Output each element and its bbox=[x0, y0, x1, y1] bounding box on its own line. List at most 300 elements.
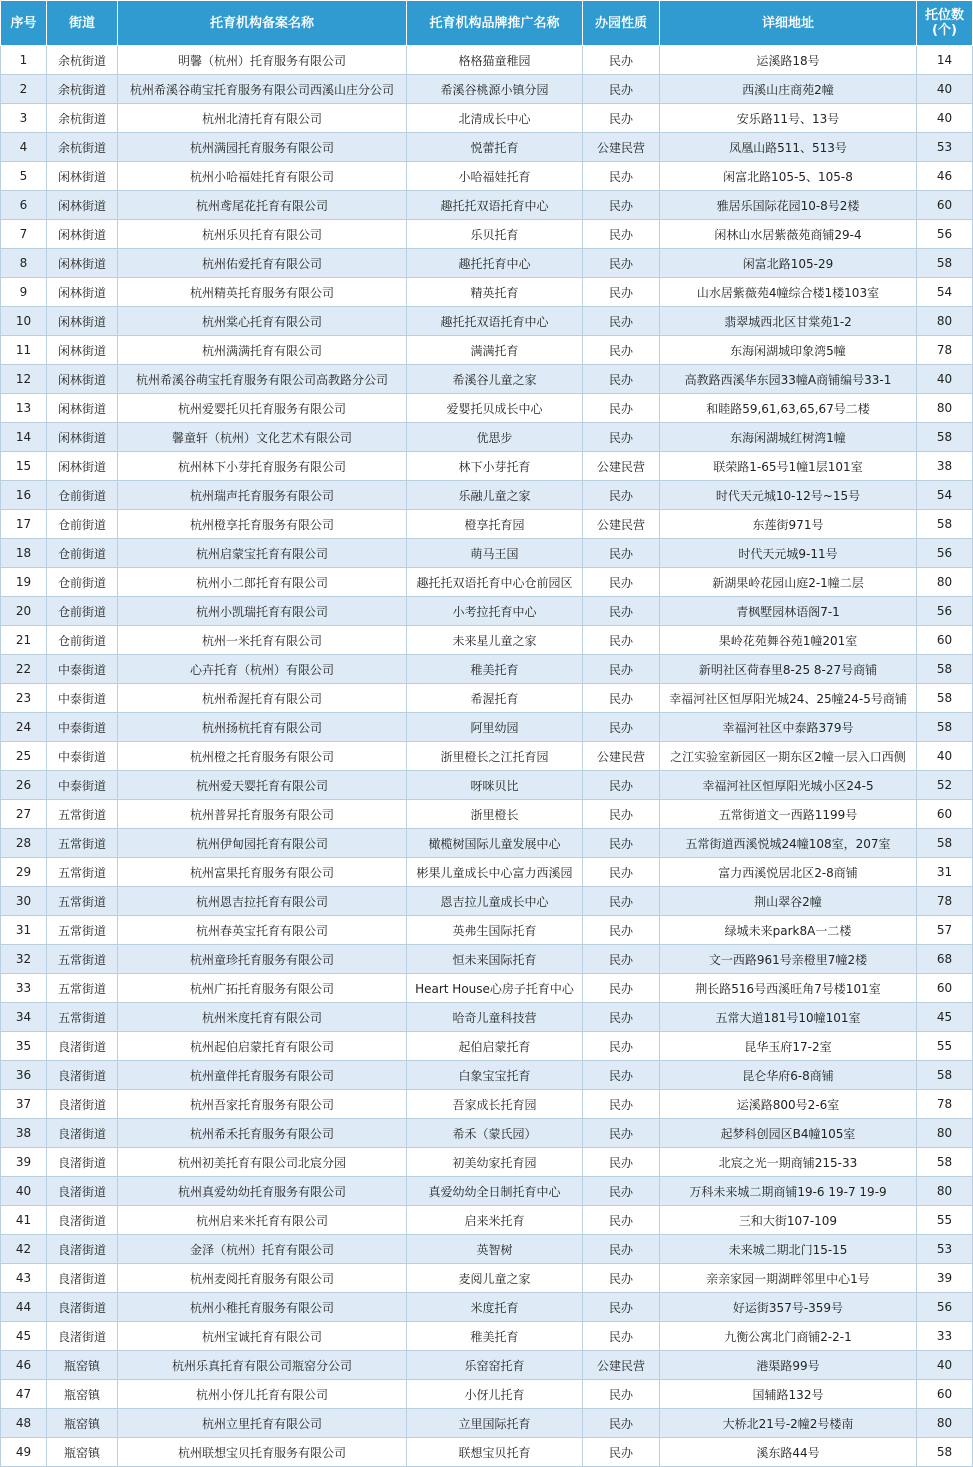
table-row bbox=[1, 713, 973, 742]
cell-address: 未来城二期北门15-15 bbox=[660, 1235, 917, 1264]
table-row bbox=[1, 597, 973, 626]
table-row bbox=[1, 104, 973, 133]
cell-ownership-type: 民办 bbox=[583, 481, 660, 510]
cell-registered-name: 杭州小凯瑞托育有限公司 bbox=[118, 597, 407, 626]
cell-brand-name: 乐融儿童之家 bbox=[407, 481, 583, 510]
table-row bbox=[1, 1264, 973, 1293]
cell-ownership-type: 民办 bbox=[583, 1322, 660, 1351]
table-row bbox=[1, 655, 973, 684]
cell-capacity: 38 bbox=[917, 452, 973, 481]
table-row bbox=[1, 278, 973, 307]
cell-ownership-type: 民办 bbox=[583, 945, 660, 974]
cell-index: 8 bbox=[1, 249, 47, 278]
table-row bbox=[1, 742, 973, 771]
cell-capacity: 33 bbox=[917, 1322, 973, 1351]
cell-registered-name: 杭州初美托育有限公司北宸分园 bbox=[118, 1148, 407, 1177]
cell-street: 中泰街道 bbox=[47, 713, 118, 742]
cell-address: 和睦路59,61,63,65,67号二楼 bbox=[660, 394, 917, 423]
cell-street: 中泰街道 bbox=[47, 655, 118, 684]
cell-address: 富力西溪悦居北区2-8商铺 bbox=[660, 858, 917, 887]
cell-capacity: 60 bbox=[917, 1380, 973, 1409]
cell-street: 良渚街道 bbox=[47, 1061, 118, 1090]
cell-capacity: 40 bbox=[917, 104, 973, 133]
cell-index: 38 bbox=[1, 1119, 47, 1148]
cell-ownership-type: 民办 bbox=[583, 771, 660, 800]
cell-index: 20 bbox=[1, 597, 47, 626]
cell-capacity: 58 bbox=[917, 510, 973, 539]
table-row bbox=[1, 1438, 973, 1467]
cell-street: 闲林街道 bbox=[47, 394, 118, 423]
cell-index: 37 bbox=[1, 1090, 47, 1119]
cell-brand-name: 立里国际托育 bbox=[407, 1409, 583, 1438]
cell-brand-name: 呀咪贝比 bbox=[407, 771, 583, 800]
cell-ownership-type: 民办 bbox=[583, 249, 660, 278]
table-row bbox=[1, 336, 973, 365]
cell-ownership-type: 民办 bbox=[583, 916, 660, 945]
cell-capacity: 14 bbox=[917, 46, 973, 75]
cell-registered-name: 杭州宝诚托育有限公司 bbox=[118, 1322, 407, 1351]
cell-index: 39 bbox=[1, 1148, 47, 1177]
cell-ownership-type: 公建民营 bbox=[583, 452, 660, 481]
table-row bbox=[1, 162, 973, 191]
cell-street: 闲林街道 bbox=[47, 220, 118, 249]
cell-ownership-type: 民办 bbox=[583, 46, 660, 75]
cell-address: 青枫墅园林语阁7-1 bbox=[660, 597, 917, 626]
table-row bbox=[1, 916, 973, 945]
cell-registered-name: 杭州春英宝托育有限公司 bbox=[118, 916, 407, 945]
table-row bbox=[1, 423, 973, 452]
cell-address: 东莲街971号 bbox=[660, 510, 917, 539]
cell-index: 15 bbox=[1, 452, 47, 481]
cell-street: 良渚街道 bbox=[47, 1264, 118, 1293]
table-row bbox=[1, 365, 973, 394]
cell-street: 闲林街道 bbox=[47, 423, 118, 452]
cell-registered-name: 杭州广拓托育服务有限公司 bbox=[118, 974, 407, 1003]
cell-registered-name: 杭州一米托育有限公司 bbox=[118, 626, 407, 655]
cell-address: 亲亲家园一期湖畔邻里中心1号 bbox=[660, 1264, 917, 1293]
cell-registered-name: 杭州精英托育服务有限公司 bbox=[118, 278, 407, 307]
table-row bbox=[1, 1380, 973, 1409]
cell-brand-name: 小哈福娃托育 bbox=[407, 162, 583, 191]
cell-address: 九衡公寓北门商铺2-2-1 bbox=[660, 1322, 917, 1351]
table-row bbox=[1, 1177, 973, 1206]
table-row bbox=[1, 1061, 973, 1090]
cell-address: 五常街道文一西路1199号 bbox=[660, 800, 917, 829]
cell-street: 良渚街道 bbox=[47, 1032, 118, 1061]
table-row bbox=[1, 249, 973, 278]
cell-registered-name: 杭州小伢儿托育有限公司 bbox=[118, 1380, 407, 1409]
cell-index: 3 bbox=[1, 104, 47, 133]
header-registered-name: 托育机构备案名称 bbox=[118, 1, 407, 46]
cell-address: 运溪路800号2-6室 bbox=[660, 1090, 917, 1119]
cell-capacity: 58 bbox=[917, 684, 973, 713]
cell-address: 荆山翠谷2幢 bbox=[660, 887, 917, 916]
cell-brand-name: Heart House心房子托育中心 bbox=[407, 974, 583, 1003]
cell-address: 文一西路961号亲橙里7幢2楼 bbox=[660, 945, 917, 974]
cell-address: 凤凰山路511、513号 bbox=[660, 133, 917, 162]
cell-address: 运溪路18号 bbox=[660, 46, 917, 75]
cell-street: 五常街道 bbox=[47, 829, 118, 858]
table-row bbox=[1, 945, 973, 974]
cell-street: 闲林街道 bbox=[47, 249, 118, 278]
cell-registered-name: 杭州伊甸园托育有限公司 bbox=[118, 829, 407, 858]
cell-index: 6 bbox=[1, 191, 47, 220]
cell-address: 港渠路99号 bbox=[660, 1351, 917, 1380]
cell-ownership-type: 民办 bbox=[583, 1264, 660, 1293]
cell-capacity: 60 bbox=[917, 800, 973, 829]
cell-index: 30 bbox=[1, 887, 47, 916]
cell-capacity: 56 bbox=[917, 539, 973, 568]
cell-brand-name: 麦阅儿童之家 bbox=[407, 1264, 583, 1293]
table-row bbox=[1, 887, 973, 916]
table-row bbox=[1, 1409, 973, 1438]
table-row bbox=[1, 510, 973, 539]
cell-capacity: 78 bbox=[917, 887, 973, 916]
cell-street: 闲林街道 bbox=[47, 365, 118, 394]
cell-index: 7 bbox=[1, 220, 47, 249]
cell-brand-name: 稚美托育 bbox=[407, 655, 583, 684]
cell-registered-name: 杭州小二郎托育有限公司 bbox=[118, 568, 407, 597]
cell-index: 27 bbox=[1, 800, 47, 829]
cell-capacity: 60 bbox=[917, 974, 973, 1003]
cell-address: 新明社区荷春里8-25 8-27号商铺 bbox=[660, 655, 917, 684]
cell-registered-name: 杭州林下小芽托育服务有限公司 bbox=[118, 452, 407, 481]
cell-capacity: 68 bbox=[917, 945, 973, 974]
cell-index: 17 bbox=[1, 510, 47, 539]
cell-index: 9 bbox=[1, 278, 47, 307]
cell-brand-name: 恒未来国际托育 bbox=[407, 945, 583, 974]
header-address: 详细地址 bbox=[660, 1, 917, 46]
cell-address: 万科未来城二期商铺19-6 19-7 19-9 bbox=[660, 1177, 917, 1206]
cell-ownership-type: 民办 bbox=[583, 1003, 660, 1032]
cell-address: 昆仑华府6-8商铺 bbox=[660, 1061, 917, 1090]
cell-index: 10 bbox=[1, 307, 47, 336]
cell-brand-name: 英弗生国际托育 bbox=[407, 916, 583, 945]
table-row bbox=[1, 974, 973, 1003]
table-row bbox=[1, 394, 973, 423]
cell-brand-name: 吾家成长托育园 bbox=[407, 1090, 583, 1119]
cell-ownership-type: 民办 bbox=[583, 974, 660, 1003]
cell-address: 三和大街107-109 bbox=[660, 1206, 917, 1235]
table-row bbox=[1, 481, 973, 510]
cell-ownership-type: 民办 bbox=[583, 1177, 660, 1206]
cell-address: 溪东路44号 bbox=[660, 1438, 917, 1467]
cell-brand-name: 希渥托育 bbox=[407, 684, 583, 713]
table-row bbox=[1, 1293, 973, 1322]
cell-brand-name: 乐贝托育 bbox=[407, 220, 583, 249]
cell-brand-name: 趣托托育中心 bbox=[407, 249, 583, 278]
cell-brand-name: 未来星儿童之家 bbox=[407, 626, 583, 655]
cell-index: 23 bbox=[1, 684, 47, 713]
cell-index: 11 bbox=[1, 336, 47, 365]
cell-address: 新湖果岭花园山庭2-1幢二层 bbox=[660, 568, 917, 597]
cell-address: 绿城未来park8A一二楼 bbox=[660, 916, 917, 945]
cell-index: 13 bbox=[1, 394, 47, 423]
cell-address: 闲林山水居紫薇苑商铺29-4 bbox=[660, 220, 917, 249]
cell-index: 44 bbox=[1, 1293, 47, 1322]
table-row bbox=[1, 1119, 973, 1148]
cell-address: 闲富北路105-29 bbox=[660, 249, 917, 278]
cell-street: 仓前街道 bbox=[47, 597, 118, 626]
cell-ownership-type: 民办 bbox=[583, 1090, 660, 1119]
cell-ownership-type: 民办 bbox=[583, 713, 660, 742]
cell-ownership-type: 公建民营 bbox=[583, 1351, 660, 1380]
cell-address: 大桥北21号-2幢2号楼南 bbox=[660, 1409, 917, 1438]
cell-ownership-type: 民办 bbox=[583, 1380, 660, 1409]
cell-registered-name: 杭州爱婴托贝托育服务有限公司 bbox=[118, 394, 407, 423]
cell-brand-name: 恩吉拉儿童成长中心 bbox=[407, 887, 583, 916]
cell-ownership-type: 民办 bbox=[583, 1148, 660, 1177]
cell-address: 五常大道181号10幢101室 bbox=[660, 1003, 917, 1032]
cell-street: 闲林街道 bbox=[47, 452, 118, 481]
cell-registered-name: 杭州起伯启蒙托育有限公司 bbox=[118, 1032, 407, 1061]
cell-ownership-type: 民办 bbox=[583, 1293, 660, 1322]
cell-capacity: 58 bbox=[917, 829, 973, 858]
cell-street: 良渚街道 bbox=[47, 1090, 118, 1119]
cell-ownership-type: 民办 bbox=[583, 568, 660, 597]
cell-brand-name: 萌马王国 bbox=[407, 539, 583, 568]
cell-registered-name: 杭州普昇托育服务有限公司 bbox=[118, 800, 407, 829]
cell-address: 山水居紫薇苑4幢综合楼1楼103室 bbox=[660, 278, 917, 307]
cell-brand-name: 希溪谷儿童之家 bbox=[407, 365, 583, 394]
cell-address: 安乐路11号、13号 bbox=[660, 104, 917, 133]
cell-registered-name: 杭州恩吉拉托育有限公司 bbox=[118, 887, 407, 916]
cell-street: 闲林街道 bbox=[47, 278, 118, 307]
table-row bbox=[1, 75, 973, 104]
cell-brand-name: 橙享托育园 bbox=[407, 510, 583, 539]
cell-ownership-type: 民办 bbox=[583, 626, 660, 655]
cell-registered-name: 杭州启蒙宝托育有限公司 bbox=[118, 539, 407, 568]
cell-registered-name: 心卉托育（杭州）有限公司 bbox=[118, 655, 407, 684]
cell-address: 闲富北路105-5、105-8 bbox=[660, 162, 917, 191]
cell-capacity: 40 bbox=[917, 742, 973, 771]
cell-capacity: 80 bbox=[917, 394, 973, 423]
cell-brand-name: 精英托育 bbox=[407, 278, 583, 307]
cell-ownership-type: 民办 bbox=[583, 365, 660, 394]
cell-index: 31 bbox=[1, 916, 47, 945]
table-row bbox=[1, 568, 973, 597]
cell-brand-name: 趣托托双语托育中心 bbox=[407, 307, 583, 336]
cell-address: 五常街道西溪悦城24幢108室，207室 bbox=[660, 829, 917, 858]
cell-street: 仓前街道 bbox=[47, 568, 118, 597]
cell-index: 14 bbox=[1, 423, 47, 452]
cell-address: 西溪山庄商苑2幢 bbox=[660, 75, 917, 104]
cell-street: 闲林街道 bbox=[47, 191, 118, 220]
cell-street: 余杭街道 bbox=[47, 75, 118, 104]
cell-ownership-type: 民办 bbox=[583, 1032, 660, 1061]
cell-street: 良渚街道 bbox=[47, 1206, 118, 1235]
cell-capacity: 58 bbox=[917, 1148, 973, 1177]
cell-ownership-type: 公建民营 bbox=[583, 742, 660, 771]
cell-address: 时代天元城9-11号 bbox=[660, 539, 917, 568]
table-row bbox=[1, 452, 973, 481]
cell-index: 19 bbox=[1, 568, 47, 597]
cell-index: 32 bbox=[1, 945, 47, 974]
cell-registered-name: 杭州扬杭托育有限公司 bbox=[118, 713, 407, 742]
cell-capacity: 55 bbox=[917, 1032, 973, 1061]
cell-ownership-type: 民办 bbox=[583, 800, 660, 829]
header-street: 街道 bbox=[47, 1, 118, 46]
cell-brand-name: 哈奇儿童科技营 bbox=[407, 1003, 583, 1032]
cell-ownership-type: 民办 bbox=[583, 539, 660, 568]
cell-street: 良渚街道 bbox=[47, 1322, 118, 1351]
cell-street: 余杭街道 bbox=[47, 133, 118, 162]
cell-street: 闲林街道 bbox=[47, 307, 118, 336]
cell-brand-name: 林下小芽托育 bbox=[407, 452, 583, 481]
cell-brand-name: 希禾（蒙氏园） bbox=[407, 1119, 583, 1148]
cell-registered-name: 杭州米度托育有限公司 bbox=[118, 1003, 407, 1032]
cell-street: 仓前街道 bbox=[47, 539, 118, 568]
cell-index: 36 bbox=[1, 1061, 47, 1090]
cell-ownership-type: 民办 bbox=[583, 1409, 660, 1438]
cell-capacity: 78 bbox=[917, 1090, 973, 1119]
cell-street: 五常街道 bbox=[47, 858, 118, 887]
table-row bbox=[1, 858, 973, 887]
cell-registered-name: 杭州北清托育有限公司 bbox=[118, 104, 407, 133]
cell-brand-name: 格格猫童稚园 bbox=[407, 46, 583, 75]
cell-ownership-type: 民办 bbox=[583, 220, 660, 249]
cell-registered-name: 杭州童伴托育服务有限公司 bbox=[118, 1061, 407, 1090]
cell-capacity: 40 bbox=[917, 365, 973, 394]
table-row bbox=[1, 1351, 973, 1380]
cell-registered-name: 杭州麦阅托育服务有限公司 bbox=[118, 1264, 407, 1293]
table-row bbox=[1, 1032, 973, 1061]
cell-ownership-type: 民办 bbox=[583, 394, 660, 423]
cell-capacity: 53 bbox=[917, 1235, 973, 1264]
table-row bbox=[1, 133, 973, 162]
cell-capacity: 46 bbox=[917, 162, 973, 191]
cell-registered-name: 杭州瑞声托育服务有限公司 bbox=[118, 481, 407, 510]
cell-address: 东海闲湖城红树湾1幢 bbox=[660, 423, 917, 452]
cell-ownership-type: 民办 bbox=[583, 1438, 660, 1467]
cell-street: 良渚街道 bbox=[47, 1177, 118, 1206]
cell-index: 48 bbox=[1, 1409, 47, 1438]
cell-street: 良渚街道 bbox=[47, 1293, 118, 1322]
cell-street: 五常街道 bbox=[47, 974, 118, 1003]
header-index: 序号 bbox=[1, 1, 47, 46]
cell-index: 41 bbox=[1, 1206, 47, 1235]
cell-index: 45 bbox=[1, 1322, 47, 1351]
cell-capacity: 80 bbox=[917, 1119, 973, 1148]
cell-street: 良渚街道 bbox=[47, 1148, 118, 1177]
cell-address: 幸福河社区恒厚阳光城小区24-5 bbox=[660, 771, 917, 800]
cell-brand-name: 浙里橙长 bbox=[407, 800, 583, 829]
cell-street: 仓前街道 bbox=[47, 481, 118, 510]
cell-registered-name: 杭州满园托育服务有限公司 bbox=[118, 133, 407, 162]
cell-ownership-type: 民办 bbox=[583, 887, 660, 916]
cell-index: 16 bbox=[1, 481, 47, 510]
cell-capacity: 56 bbox=[917, 220, 973, 249]
cell-registered-name: 明馨（杭州）托育服务有限公司 bbox=[118, 46, 407, 75]
table-row bbox=[1, 307, 973, 336]
cell-registered-name: 杭州小哈福娃托育有限公司 bbox=[118, 162, 407, 191]
cell-brand-name: 真爱幼幼全日制托育中心 bbox=[407, 1177, 583, 1206]
cell-index: 40 bbox=[1, 1177, 47, 1206]
cell-brand-name: 彬果儿童成长中心富力西溪园 bbox=[407, 858, 583, 887]
header-capacity: 托位数 (个) bbox=[917, 1, 973, 46]
cell-registered-name: 杭州希溪谷萌宝托育服务有限公司西溪山庄分公司 bbox=[118, 75, 407, 104]
cell-address: 起梦科创园区B4幢105室 bbox=[660, 1119, 917, 1148]
cell-registered-name: 杭州鸢尾花托育有限公司 bbox=[118, 191, 407, 220]
cell-registered-name: 杭州棠心托育有限公司 bbox=[118, 307, 407, 336]
cell-registered-name: 杭州希溪谷萌宝托育服务有限公司高教路分公司 bbox=[118, 365, 407, 394]
table-row bbox=[1, 1235, 973, 1264]
cell-address: 高教路西溪华东园33幢A商铺编号33-1 bbox=[660, 365, 917, 394]
cell-capacity: 56 bbox=[917, 597, 973, 626]
cell-registered-name: 杭州希渥托育有限公司 bbox=[118, 684, 407, 713]
cell-index: 33 bbox=[1, 974, 47, 1003]
cell-brand-name: 北清成长中心 bbox=[407, 104, 583, 133]
cell-ownership-type: 民办 bbox=[583, 336, 660, 365]
cell-capacity: 58 bbox=[917, 1438, 973, 1467]
cell-brand-name: 联想宝贝托育 bbox=[407, 1438, 583, 1467]
cell-street: 仓前街道 bbox=[47, 510, 118, 539]
cell-registered-name: 金泽（杭州）托育有限公司 bbox=[118, 1235, 407, 1264]
cell-street: 余杭街道 bbox=[47, 46, 118, 75]
cell-brand-name: 初美幼家托育园 bbox=[407, 1148, 583, 1177]
cell-address: 翡翠城西北区甘棠苑1-2 bbox=[660, 307, 917, 336]
cell-brand-name: 起伯启蒙托育 bbox=[407, 1032, 583, 1061]
cell-brand-name: 优思步 bbox=[407, 423, 583, 452]
cell-capacity: 58 bbox=[917, 655, 973, 684]
table-row bbox=[1, 46, 973, 75]
cell-brand-name: 乐窑窑托育 bbox=[407, 1351, 583, 1380]
cell-ownership-type: 公建民营 bbox=[583, 133, 660, 162]
cell-registered-name: 杭州启来米托育有限公司 bbox=[118, 1206, 407, 1235]
cell-ownership-type: 民办 bbox=[583, 104, 660, 133]
cell-brand-name: 爱婴托贝成长中心 bbox=[407, 394, 583, 423]
cell-brand-name: 英智树 bbox=[407, 1235, 583, 1264]
header-brand-name: 托育机构品牌推广名称 bbox=[407, 1, 583, 46]
table-row bbox=[1, 800, 973, 829]
cell-street: 五常街道 bbox=[47, 1003, 118, 1032]
cell-brand-name: 稚美托育 bbox=[407, 1322, 583, 1351]
cell-index: 35 bbox=[1, 1032, 47, 1061]
cell-index: 4 bbox=[1, 133, 47, 162]
cell-brand-name: 米度托育 bbox=[407, 1293, 583, 1322]
cell-index: 28 bbox=[1, 829, 47, 858]
cell-registered-name: 杭州佑爱托育有限公司 bbox=[118, 249, 407, 278]
cell-capacity: 31 bbox=[917, 858, 973, 887]
cell-brand-name: 白象宝宝托育 bbox=[407, 1061, 583, 1090]
cell-capacity: 80 bbox=[917, 1409, 973, 1438]
cell-brand-name: 趣托托双语托育中心仓前园区 bbox=[407, 568, 583, 597]
cell-registered-name: 杭州真爱幼幼托育服务有限公司 bbox=[118, 1177, 407, 1206]
table-row bbox=[1, 829, 973, 858]
cell-index: 43 bbox=[1, 1264, 47, 1293]
cell-index: 5 bbox=[1, 162, 47, 191]
table-row bbox=[1, 220, 973, 249]
cell-ownership-type: 民办 bbox=[583, 75, 660, 104]
cell-registered-name: 杭州富果托育服务有限公司 bbox=[118, 858, 407, 887]
cell-capacity: 58 bbox=[917, 249, 973, 278]
cell-address: 幸福河社区恒厚阳光城24、25幢24-5号商铺 bbox=[660, 684, 917, 713]
cell-capacity: 45 bbox=[917, 1003, 973, 1032]
table-row bbox=[1, 1090, 973, 1119]
cell-registered-name: 杭州乐贝托育有限公司 bbox=[118, 220, 407, 249]
table-row bbox=[1, 626, 973, 655]
cell-capacity: 78 bbox=[917, 336, 973, 365]
cell-registered-name: 杭州吾家托育服务有限公司 bbox=[118, 1090, 407, 1119]
header-ownership-type: 办园性质 bbox=[583, 1, 660, 46]
cell-capacity: 40 bbox=[917, 1351, 973, 1380]
cell-address: 时代天元城10-12号~15号 bbox=[660, 481, 917, 510]
cell-street: 瓶窑镇 bbox=[47, 1380, 118, 1409]
cell-ownership-type: 民办 bbox=[583, 597, 660, 626]
cell-address: 雅居乐国际花园10-8号2楼 bbox=[660, 191, 917, 220]
cell-street: 闲林街道 bbox=[47, 336, 118, 365]
cell-ownership-type: 民办 bbox=[583, 684, 660, 713]
